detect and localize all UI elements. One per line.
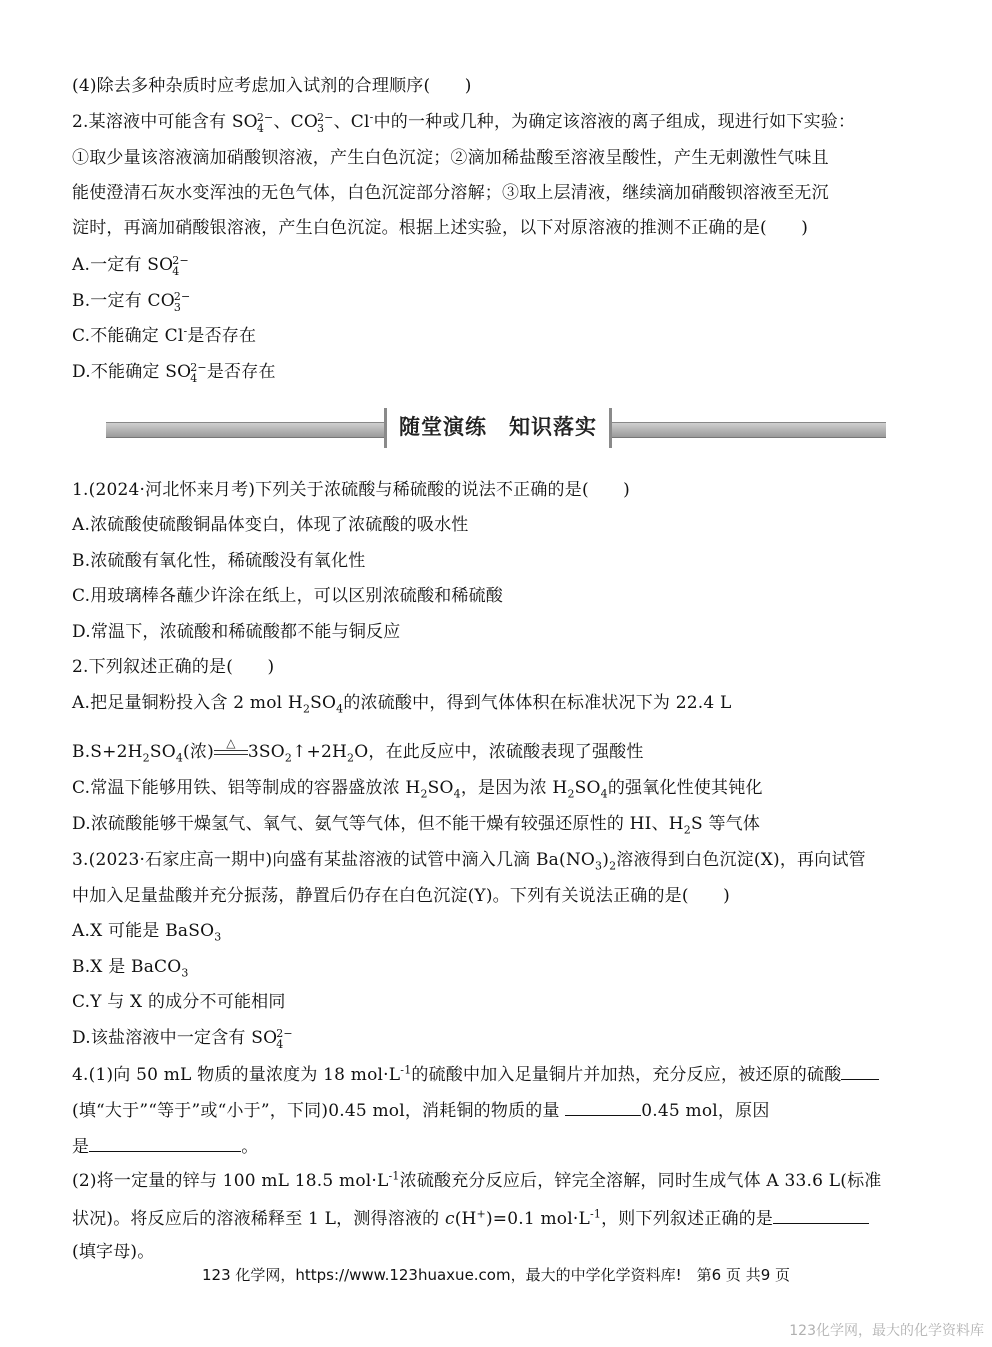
answer-blank-3[interactable]: [89, 1133, 241, 1152]
practice-2-question: 2.下列叙述正确的是( ): [72, 657, 275, 677]
question-2-line-3: 能使澄清石灰水变浑浊的无色气体，白色沉淀部分溶解；③取上层清液，继续滴加硝酸钡溶液至无沉: [72, 183, 829, 203]
practice-3-option-c: C.Y 与 X 的成分不可能相同: [72, 992, 286, 1012]
answer-blank-1[interactable]: [841, 1061, 879, 1080]
practice-2-option-b: $B.S+2H_2SO_4$(浓) △ $3SO_2↑+2H_2O$，在此反应中，浓硫酸表现了强酸性: [72, 736, 644, 765]
heat-delta-icon: △: [214, 738, 248, 755]
practice-4-line-6: (填字母)。: [72, 1242, 155, 1262]
question-4-text: (4)除去多种杂质时应考虑加入试剂的合理顺序( ): [72, 76, 472, 96]
practice-3-option-d: D.该盐溶液中一定含有 SO 2− 4: [72, 1026, 293, 1051]
section-banner: [106, 408, 886, 448]
practice-1-option-a: A.浓硫酸使硫酸铜晶体变白，体现了浓硫酸的吸水性: [72, 515, 469, 535]
option-c: C.不能确定 Cl-是否存在: [72, 324, 257, 346]
practice-3-line-2: 中加入足量盐酸并充分振荡，静置后仍存在白色沉淀(Y)。下列有关说法正确的是( ): [72, 886, 730, 906]
option-b: B.一定有 CO 2− 3: [72, 289, 191, 314]
practice-3-option-b: B.X 是 BaCO$_3$: [72, 957, 189, 980]
practice-2-option-c: C.常温下能够用铁、铝等制成的容器盛放浓 $H_2SO_4$，是因为浓 $H_2SO_4$的强氧化性使其钝化: [72, 778, 763, 801]
practice-1-question: 1.(2024·河北怀来月考)下列关于浓硫酸与稀硫酸的说法不正确的是( ): [72, 480, 631, 500]
corner-watermark: 123化学网，最大的化学资料库: [789, 1323, 984, 1339]
practice-4-line-1: 4.(1)向 50 mL 物质的量浓度为 18 $mol\cdot L^{-1}$的硫酸中加入足量铜片并加热，充分反应，被还原的硫酸: [72, 1061, 879, 1087]
question-2-line-1: 2.某溶液中可能含有 SO 2− 4 、CO 2− 3 、Cl-中的一种或几种，为确定该溶液的离子组成，现进行如下实验：: [72, 110, 856, 135]
practice-2-option-a: A.把足量铜粉投入含 2 mol $H_2SO_4$的浓硫酸中，得到气体体积在标准状况下为 22.4 L: [72, 693, 732, 716]
practice-1-option-b: B.浓硫酸有氧化性，稀硫酸没有氧化性: [72, 551, 366, 571]
practice-2-option-d: D.浓硫酸能够干燥氢气、氧气、氨气等气体，但不能干燥有较强还原性的 HI、$H_2S$ 等气体: [72, 814, 761, 837]
practice-4-line-4: (2)将一定量的锌与 100 mL 18.5 $mol\cdot L^{-1}$浓硫酸充分反应后，锌完全溶解，同时生成气体 A 33.6 L(标准: [72, 1169, 882, 1191]
page-footer: 123 化学网，https://www.123huaxue.com，最大的中学化学资料库! 第6 页 共9 页: [201, 1266, 791, 1284]
banner-title: 随堂演练 知识落实: [384, 408, 612, 448]
practice-4-line-5: 状况)。将反应后的溶液稀释至 1 L，测得溶液的 c(H+)=0.1 $mol\cdot L^{-1}$，则下列叙述正确的是: [72, 1205, 869, 1231]
option-a: A.一定有 SO 2− 4: [72, 253, 189, 278]
practice-4-line-3: 是 。: [72, 1133, 258, 1159]
practice-1-option-c: C.用玻璃棒各蘸少许涂在纸上，可以区别浓硫酸和稀硫酸: [72, 586, 504, 606]
practice-1-option-d: D.常温下，浓硫酸和稀硫酸都不能与铜反应: [72, 622, 401, 642]
question-2-line-2: ①取少量该溶液滴加硝酸钡溶液，产生白色沉淀；②滴加稀盐酸至溶液呈酸性，产生无刺激性气味且: [72, 148, 829, 168]
practice-3-option-a: A.X 可能是 BaSO$_3$: [72, 921, 222, 944]
option-d: D.不能确定 SO 2− 4 是否存在: [72, 360, 276, 385]
practice-3-line-1: 3.(2023·石家庄高一期中)向盛有某盐溶液的试管中滴入几滴 $Ba(NO_3)_2$溶液得到白色沉淀(X)，再向试管: [72, 850, 866, 873]
question-2-line-4: 淀时，再滴加硝酸银溶液，产生白色沉淀。根据上述实验，以下对原溶液的推测不正确的是( ): [72, 218, 809, 238]
answer-blank-2[interactable]: [565, 1097, 641, 1116]
answer-blank-4[interactable]: [773, 1205, 869, 1224]
practice-4-line-2: (填“大于”“等于”或“小于”，下同)0.45 mol，消耗铜的物质的量 0.45 mol，原因: [72, 1097, 770, 1123]
